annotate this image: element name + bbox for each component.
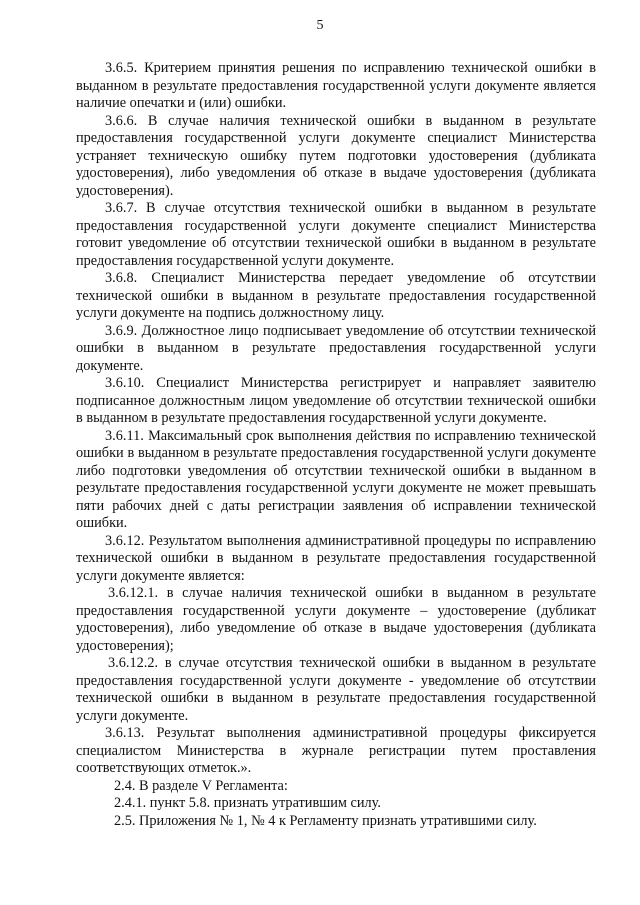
paragraph-3-6-8: 3.6.8. Специалист Министерства передает уведомление об отсутствии технической ошибки в выданном в результате предоставления государственной услуги документе на подпись должностному лицу. [76,270,596,321]
paragraph-2-4-1: 2.4.1. пункт 5.8. признать утратившим силу. [114,795,381,811]
paragraph-3-6-12: 3.6.12. Результатом выполнения административной процедуры по исправлению технической ошибки в выданном в результате предоставления государственной услуги документе является: [76,532,596,584]
document-body [76,60,596,830]
paragraph-2-4: 2.4. В разделе V Регламента: [114,777,288,794]
paragraph-3-6-12-2: 3.6.12.2. в случае отсутствия технической ошибки в выданном в результате предоставления государственной услуги документе - уведомление об отсутствии технической ошибки в выданном в результате предоставления государственной услуги документе. [76,655,596,724]
paragraph-3-6-7: 3.6.7. В случае отсутствия технической ошибки в выданном в результате предоставления государственной услуги документе специалист Министерства готовит уведомление об отсутствии технической ошибки в выданном в результате предоставления государственной услуги документе. [76,200,596,269]
paragraph-3-6-9: 3.6.9. Должностное лицо подписывает уведомление об отсутствии технической ошибки в выданном в результате предоставления государственной услуги документе. [76,322,596,374]
paragraph-3-6-13: 3.6.13. Результат выполнения административной процедуры фиксируется специалистом Министерства в журнале регистрации путем проставления соответствующих отметок.». [76,725,596,776]
page-number: 5 [316,18,324,33]
paragraph-3-6-12-1: 3.6.12.1. в случае наличия технической ошибки в выданном в результате предоставления государственной услуги документе – удостоверение (дубликат удостоверения), либо уведомление об отказе в выдаче удостоверения (дубликата удостоверения); [76,585,596,654]
paragraph-3-6-10: 3.6.10. Специалист Министерства регистрирует и направляет заявителю подписанное должностным лицом уведомление об отсутствии технической ошибки в выданном в результате предоставления государственной услуги документе. [76,375,596,426]
paragraph-3-6-6: 3.6.6. В случае наличия технической ошибки в выданном в результате предоставления государственной услуги документе специалист Министерства устраняет техническую ошибку путем подготовки удостоверения (дубликата удостоверения), либо уведомления об отказе в выдаче удостоверения (дубликата удостоверения). [76,112,596,199]
paragraph-3-6-11: 3.6.11. Максимальный срок выполнения действия по исправлению технической ошибки в выданном в результате предоставления государственной услуги документе либо подготовки уведомления об отсутствии технической ошибки в выданном в результате предоставления государственной услуги документе не может превышать пяти рабочих дней с даты регистрации заявления об исправлении технической ошибки. [76,427,596,531]
paragraph-2-5: 2.5. Приложения № 1, № 4 к Регламенту признать утратившими силу. [114,812,537,829]
paragraph-3-6-5: 3.6.5. Критерием принятия решения по исправлению технической ошибки в выданном в результате предоставления государственной услуги документе является наличие опечатки и (или) ошибки. [76,60,596,111]
